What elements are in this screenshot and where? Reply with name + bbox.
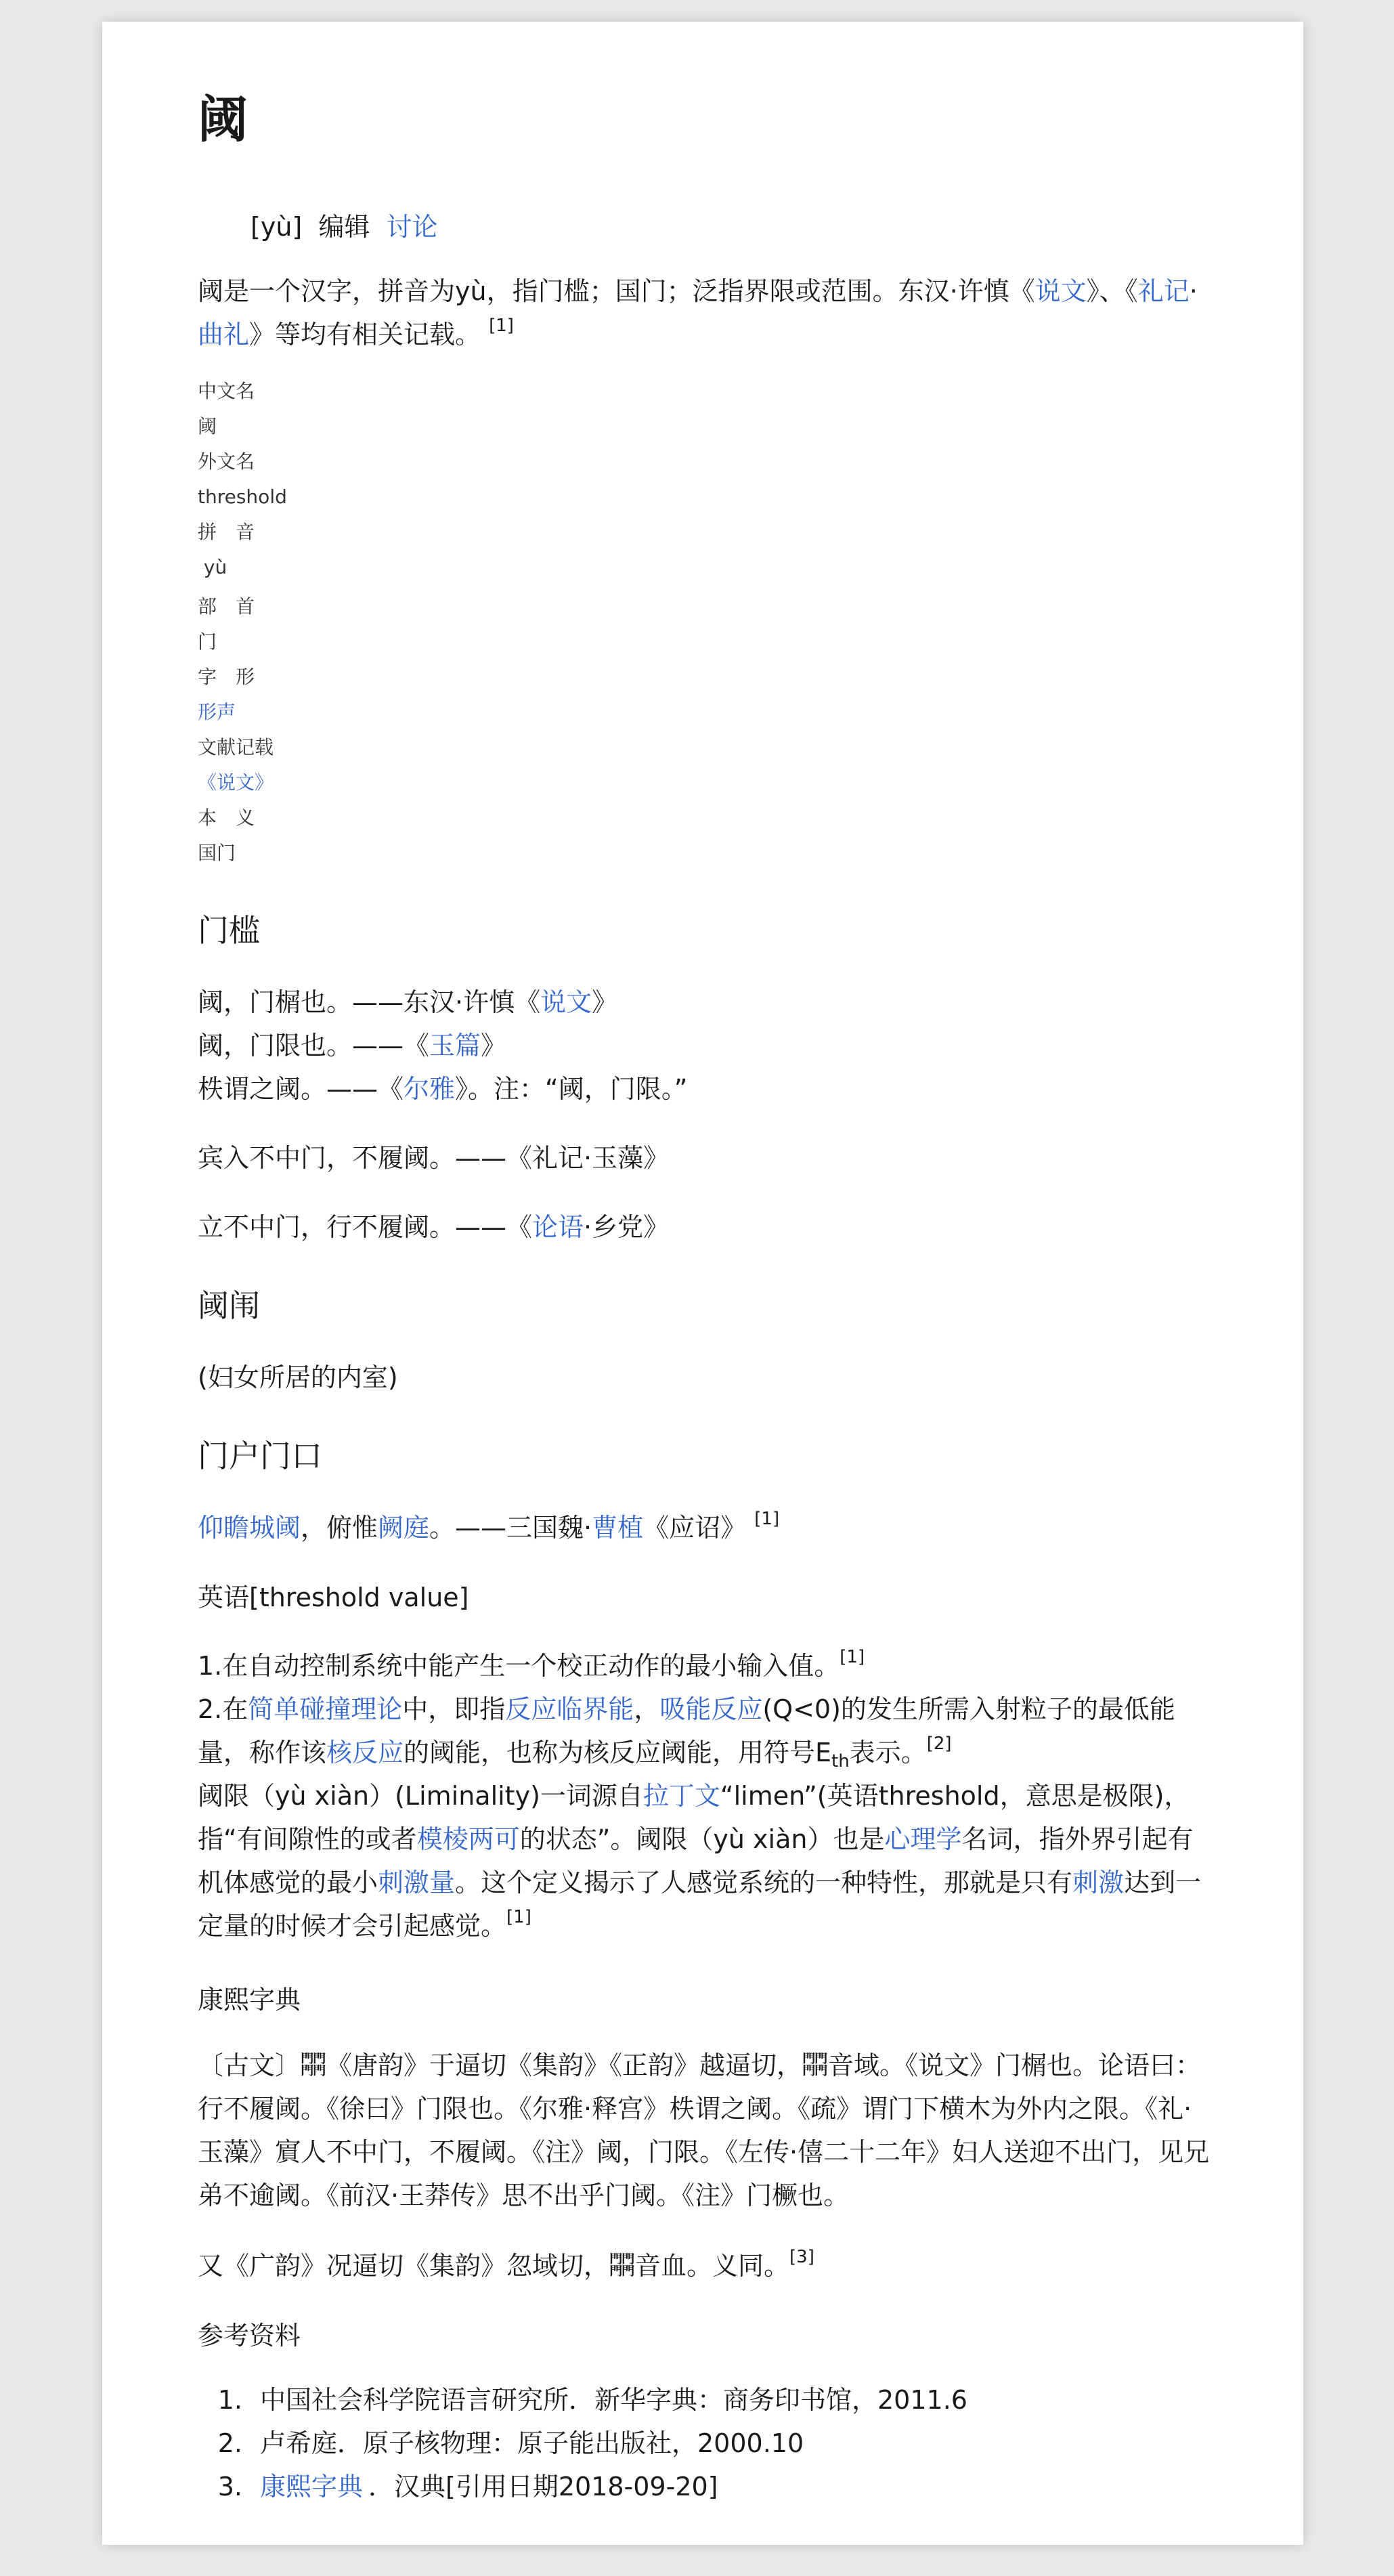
link-collision-theory[interactable]: 简单碰撞理论	[248, 1694, 403, 1724]
paragraph-text: 达到一定量的时候才会引起感觉。	[198, 1868, 1202, 1941]
reference-text: ．汉典[引用日期2018-09-20]	[368, 2472, 718, 2502]
quote-text: 《应诏》	[643, 1513, 747, 1543]
paragraph-text: “limen”(英语threshold，意思是极限)，指“有间隙性的或者	[198, 1781, 1190, 1854]
infobox-label: 文献记载	[198, 736, 274, 758]
quote-line	[198, 1024, 506, 1067]
reference-item	[198, 2422, 967, 2465]
link-shuowen[interactable]: 说文	[540, 987, 592, 1017]
kangxi-paragraph-2	[198, 2244, 1213, 2288]
link-yupian[interactable]: 玉篇	[429, 1031, 481, 1060]
definition-line: (妇女所居的内室)	[198, 1362, 398, 1392]
quote-text: ·乡党》	[584, 1212, 670, 1242]
citation-1[interactable]: [1]	[506, 1907, 531, 1927]
edit-button[interactable]: 编辑	[318, 212, 370, 242]
link-shuowen[interactable]: 说文	[1034, 276, 1087, 306]
link-ambiguous[interactable]: 模棱两可	[416, 1824, 520, 1854]
paragraph-text: 的状态”。阈限（yù xiàn）也是	[519, 1824, 885, 1854]
paragraph-text: 1.在自动控制系统中能产生一个校正动作的最小输入值。	[198, 1651, 840, 1681]
quote-text: 柣谓之阈。——《	[198, 1074, 404, 1104]
section-heading-threshold: 门槛	[198, 912, 260, 949]
link-quli[interactable]: 曲礼	[198, 320, 250, 349]
paragraph-text: 阈限（yù xiàn）(Liminality)一词源自	[198, 1781, 643, 1811]
english-paragraph-3	[198, 1774, 1213, 1948]
reference-item	[198, 2465, 967, 2508]
infobox-label: 部 首	[198, 595, 255, 618]
paragraph-text: 又《广韵》况逼切《集韵》忽域切，𨷾音血。义同。	[198, 2251, 790, 2281]
link-yangzhan[interactable]: 仰瞻城阈	[198, 1513, 301, 1543]
subscript-th: th	[831, 1751, 850, 1772]
infobox-label: 拼 音	[198, 521, 255, 543]
discuss-link[interactable]: 讨论	[386, 212, 438, 242]
quote-text: 阈，门限也。——《	[198, 1031, 430, 1060]
infobox-link-shuowen[interactable]: 《说文》	[198, 771, 274, 794]
link-liji[interactable]: 礼记	[1137, 276, 1190, 306]
paragraph-text: 2.在	[198, 1694, 248, 1724]
infobox	[198, 374, 287, 871]
quote-line	[198, 1205, 669, 1249]
link-caozhi[interactable]: 曹植	[592, 1513, 644, 1543]
reference-text: 中国社会科学院语言研究所．新华字典：商务印书馆，2011.6	[260, 2385, 967, 2415]
intro-text: 阈是一个汉字，拼音为yù，指门槛；国门；泛指界限或范围。东汉·许慎《	[198, 276, 1035, 306]
infobox-value: 阈	[198, 415, 217, 437]
infobox-label: 本 义	[198, 807, 255, 829]
references-label: 参考资料	[198, 2321, 301, 2350]
reference-number: 1.	[217, 2385, 242, 2415]
pronunciation: [yù]	[251, 212, 303, 242]
link-lunyu[interactable]: 论语	[532, 1212, 584, 1242]
infobox-label: 字 形	[198, 666, 255, 688]
pronunciation-bar	[251, 206, 437, 243]
paragraph-text: 中，即指	[402, 1694, 506, 1724]
infobox-label: 中文名	[198, 380, 255, 402]
quote-text: 》	[481, 1031, 507, 1060]
english-paragraph-1	[198, 1644, 1213, 1688]
link-latin[interactable]: 拉丁文	[642, 1781, 720, 1811]
reference-number: 2.	[217, 2428, 242, 2458]
references-list	[198, 2378, 967, 2508]
citation-3[interactable]: [3]	[789, 2247, 814, 2267]
link-critical-energy[interactable]: 反应临界能	[505, 1694, 634, 1724]
reference-text: 卢希庭．原子核物理：原子能出版社，2000.10	[260, 2428, 804, 2458]
link-erya[interactable]: 尔雅	[404, 1074, 456, 1104]
paragraph-text: ，	[634, 1694, 660, 1724]
citation-1[interactable]: [1]	[754, 1509, 780, 1529]
link-kangxi-dictionary[interactable]: 康熙字典	[260, 2472, 364, 2502]
link-endothermic[interactable]: 吸能反应	[659, 1694, 763, 1724]
quote-text: ，俯惟	[301, 1513, 378, 1543]
english-label: 英语[threshold value]	[198, 1583, 469, 1612]
quote-text: 》。注：“阈，门限。”	[455, 1074, 688, 1104]
intro-text: 》等均有相关记载。	[249, 320, 481, 349]
kangxi-paragraph-1: 〔古文〕𨷾《唐韵》于逼切《集韵》《正韵》越逼切，𨷾音域。《说文》门榍也。论语曰：行不履阈。《徐曰》门限也。《尔雅·释宫》柣谓之阈。《疏》谓门下横木为外内之限。《礼·玉藻》賔人不中门，不履阈。《注》阈，门限。《左传·僖二十二年》妇人送迎不出门，见兄弟不逾阈。《前汉·王莽传》思不出乎门阈。《注》门橛也。	[198, 2051, 1210, 2210]
infobox-value: threshold	[198, 486, 287, 508]
intro-text: ·	[1189, 276, 1198, 306]
english-paragraph-2	[198, 1688, 1213, 1783]
paragraph-text: 的阈能，也称为核反应阈能，用符号E	[404, 1738, 832, 1767]
link-queting[interactable]: 阙庭	[378, 1513, 430, 1543]
section-heading-door: 门户门口	[198, 1438, 322, 1474]
section-heading-boudoir: 阈闱	[198, 1287, 260, 1324]
reference-number: 3.	[217, 2472, 242, 2502]
quote-text: 阈，门榍也。——东汉·许慎《	[198, 987, 541, 1017]
link-nuclear-reaction[interactable]: 核反应	[326, 1738, 404, 1767]
quote-text: 立不中门，行不履阈。——《	[198, 1212, 533, 1242]
citation-2[interactable]: [2]	[926, 1734, 952, 1754]
infobox-link-xingsheng[interactable]: 形声	[198, 701, 236, 723]
citation-1[interactable]: [1]	[840, 1647, 865, 1667]
quote-text: 。——三国魏·	[429, 1513, 592, 1543]
quote-line	[198, 1067, 687, 1111]
kangxi-label: 康熙字典	[198, 1985, 301, 2015]
link-stimulus-amount[interactable]: 刺激量	[378, 1868, 456, 1897]
intro-text: 》、《	[1086, 276, 1138, 306]
link-stimulus[interactable]: 刺激	[1072, 1868, 1125, 1897]
paragraph-text: 。这个定义揭示了人感觉系统的一种特性，那就是只有	[455, 1868, 1073, 1897]
quote-line: 宾入不中门，不履阈。——《礼记·玉藻》	[198, 1143, 670, 1173]
paragraph-text: (Q<0)的发生所需入射粒子的最低能量，称作该	[198, 1694, 1175, 1767]
infobox-value: 国门	[198, 842, 236, 864]
quote-line	[198, 1506, 779, 1549]
paragraph-text: 名词，指外界引起有机体感觉的最小	[198, 1824, 1194, 1897]
link-psychology[interactable]: 心理学	[884, 1824, 962, 1854]
page-title: 阈	[198, 91, 248, 149]
quote-line	[198, 981, 617, 1024]
infobox-value: yù	[198, 556, 227, 578]
quote-text: 》	[592, 987, 618, 1017]
infobox-label: 外文名	[198, 450, 255, 473]
paragraph-text: 表示。	[849, 1738, 927, 1767]
citation-1[interactable]: [1]	[489, 316, 514, 336]
reference-item	[198, 2378, 967, 2422]
infobox-value: 门	[198, 630, 217, 653]
article-page	[102, 22, 1303, 2545]
intro-paragraph	[198, 270, 1213, 356]
